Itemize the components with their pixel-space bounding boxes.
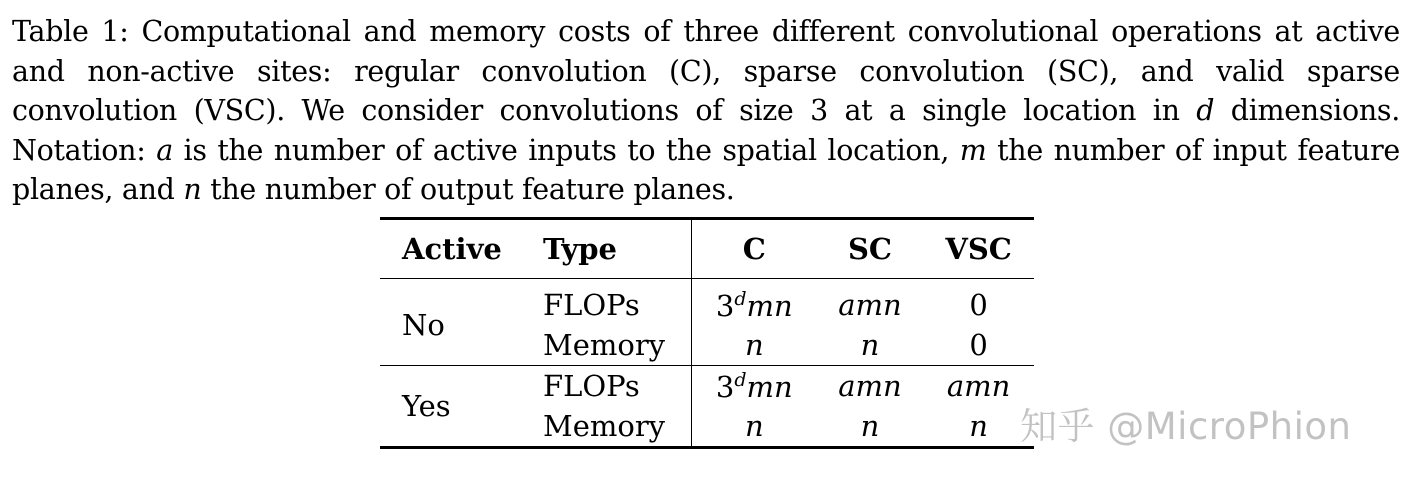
cell-sc: amn <box>838 288 902 322</box>
cell-c-rest: n <box>744 409 764 443</box>
caption-text-3: is the number of active inputs to the spatial location, <box>172 133 960 167</box>
header-type: Type <box>535 219 692 279</box>
cell-sc: n <box>860 328 880 362</box>
cell-active-yes: Yes <box>402 389 451 423</box>
cell-c-base: 3 <box>715 369 735 404</box>
watermark: 知乎 @MicroPhion <box>1020 405 1352 448</box>
caption-label: Table 1: <box>12 15 129 48</box>
cell-vsc: amn <box>946 369 1011 403</box>
cell-vsc: n <box>969 409 988 443</box>
table-header-row <box>380 219 1034 279</box>
header-c: C <box>742 232 766 266</box>
caption-var-a: a <box>156 133 173 167</box>
cell-vsc: 0 <box>969 288 988 322</box>
table-row <box>380 366 1034 407</box>
caption-text-2: dimensions. Notation: <box>12 94 1400 167</box>
header-active: Active <box>402 232 502 266</box>
caption-var-m: m <box>959 133 987 167</box>
cell-c-base: 3 <box>715 288 735 323</box>
cell-c <box>692 406 817 448</box>
cell-type: FLOPs <box>535 279 692 326</box>
cell-c-rest: mn <box>746 288 793 323</box>
cell-c-sup: d <box>734 287 747 310</box>
header-vsc: VSC <box>945 232 1012 266</box>
cost-table <box>380 217 1034 449</box>
cell-c-rest: n <box>744 328 764 362</box>
header-sc: SC <box>847 232 892 266</box>
cell-type: Memory <box>535 325 692 366</box>
cell-c <box>692 279 817 326</box>
cost-table-container <box>380 217 1034 449</box>
caption-text-1: Computational and memory costs of three different convolutional operations at active and non-active sites: regular convolution (C), sparse convolution (SC), and valid sparse convolution (VSC). We consider convolutions of size 3 at a single location in <box>12 15 1400 128</box>
cell-type: FLOPs <box>535 366 692 407</box>
table-row <box>380 279 1034 326</box>
cell-active-no: No <box>402 308 445 342</box>
cell-c-rest: mn <box>746 369 793 404</box>
cell-sc: n <box>860 409 880 443</box>
table-caption <box>12 12 1400 210</box>
caption-var-n: n <box>183 173 202 207</box>
cell-c <box>692 325 817 366</box>
caption-text-4: the number of input feature planes, and <box>12 133 1400 207</box>
cell-type: Memory <box>535 406 692 448</box>
cell-vsc: 0 <box>969 328 988 362</box>
cell-c <box>692 366 817 407</box>
cell-sc: amn <box>838 369 902 403</box>
caption-var-d: d <box>1196 94 1215 128</box>
caption-text-5: the number of output feature planes. <box>201 173 735 207</box>
cell-c-sup: d <box>734 368 747 391</box>
